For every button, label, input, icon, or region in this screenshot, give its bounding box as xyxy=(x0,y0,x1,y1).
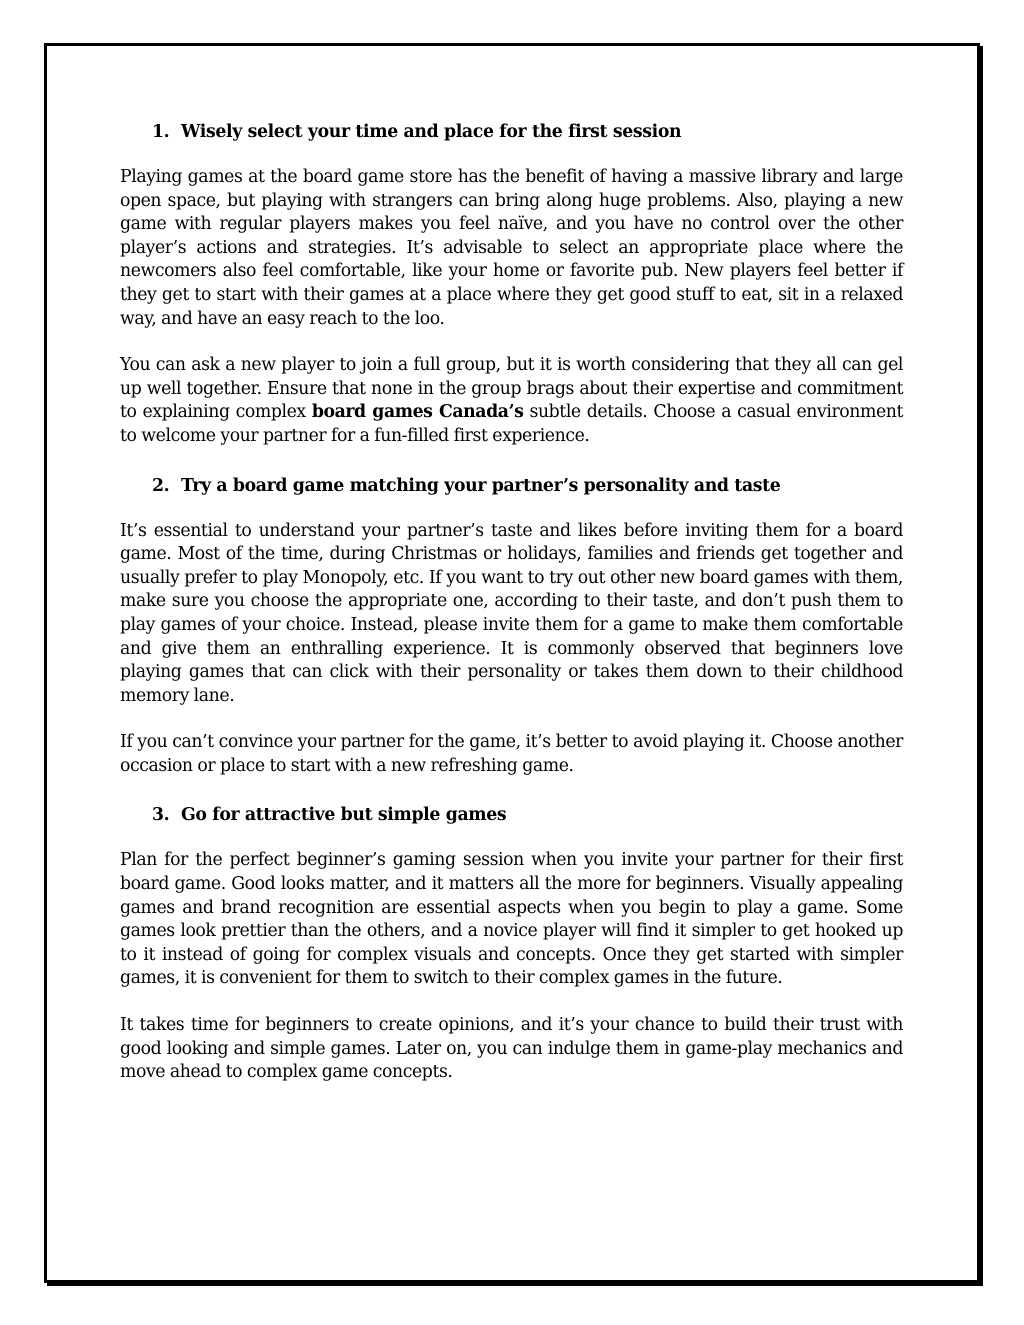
section-2-number: 2. xyxy=(152,475,170,496)
section-1-number: 1. xyxy=(152,122,170,142)
section-2-paragraph-1: It’s essential to understand your partner’s taste and likes before inviting them for a board game. Most of the time, during Christmas or holidays, families and friends get together and usually prefer to play Monopoly, etc. If you want to try out other new board games with them, make sure you choose the appropriate one, according to their taste, and don’t push them to play games of your choice. Instead, please invite them for a game to make them comfortable and give them an enthralling experience. It is commonly observed that beginners love playing games that can click with their personality or takes them down to their childhood memory lane. xyxy=(120,520,903,706)
paragraph-text-after-link: subtle details. Choose a casual environment to welcome your partner for a fun-filled first experience. xyxy=(120,402,904,446)
section-2-heading xyxy=(120,472,903,500)
section-2-title: Try a board game matching your partner’s personality and taste xyxy=(181,475,781,496)
section-3-title: Go for attractive but simple games xyxy=(181,805,507,826)
section-3-paragraph-1: Plan for the perfect beginner’s gaming session when you invite your partner for their first board game. Good looks matter, and it matters all the more for beginners. Visually appealing games and brand recognition are essential aspects when you begin to play a game. Some games look prettier than the others, and a novice player will find it simpler to get hooked up to it instead of going for complex visuals and concepts. Once they get started with simpler games, it is convenient for them to switch to their complex games in the future. xyxy=(120,850,903,989)
bold-keyword: board games Canada’s xyxy=(311,402,524,423)
section-2-paragraph-2: If you can’t convince your partner for the game, it’s better to avoid playing it. Choose another occasion or place to start with a new refreshing game. xyxy=(120,732,903,776)
document-body xyxy=(120,118,903,1108)
section-3-heading xyxy=(120,801,903,829)
section-3-paragraph-2: It takes time for beginners to create opinions, and it’s your chance to build their trust with good looking and simple games. Later on, you can indulge them in game-play mechanics and move ahead to complex game concepts. xyxy=(120,1015,903,1083)
section-1-title: Wisely select your time and place for the first session xyxy=(181,122,682,142)
section-1-paragraph-2 xyxy=(120,354,903,448)
section-3-number: 3. xyxy=(152,805,170,826)
section-1-heading xyxy=(120,118,903,146)
paragraph-text-before-link: You can ask a new player to join a full group, but it is worth considering that they all can gel up well together. Ensure that none in the group brags about their expertise and commitment to explaining complex xyxy=(120,355,903,423)
section-1-paragraph-1: Playing games at the board game store has the benefit of having a massive library and large open space, but playing with strangers can bring along huge problems. Also, playing a new game with regular players makes you feel naïve, and you have no control over the other player’s actions and strategies. It’s advisable to select an appropriate place where the newcomers also feel comfortable, like your home or favorite pub. New players feel better if they get to start with their games at a place where they get good stuff to eat, sit in a relaxed way, and have an easy reach to the loo. xyxy=(120,167,903,329)
